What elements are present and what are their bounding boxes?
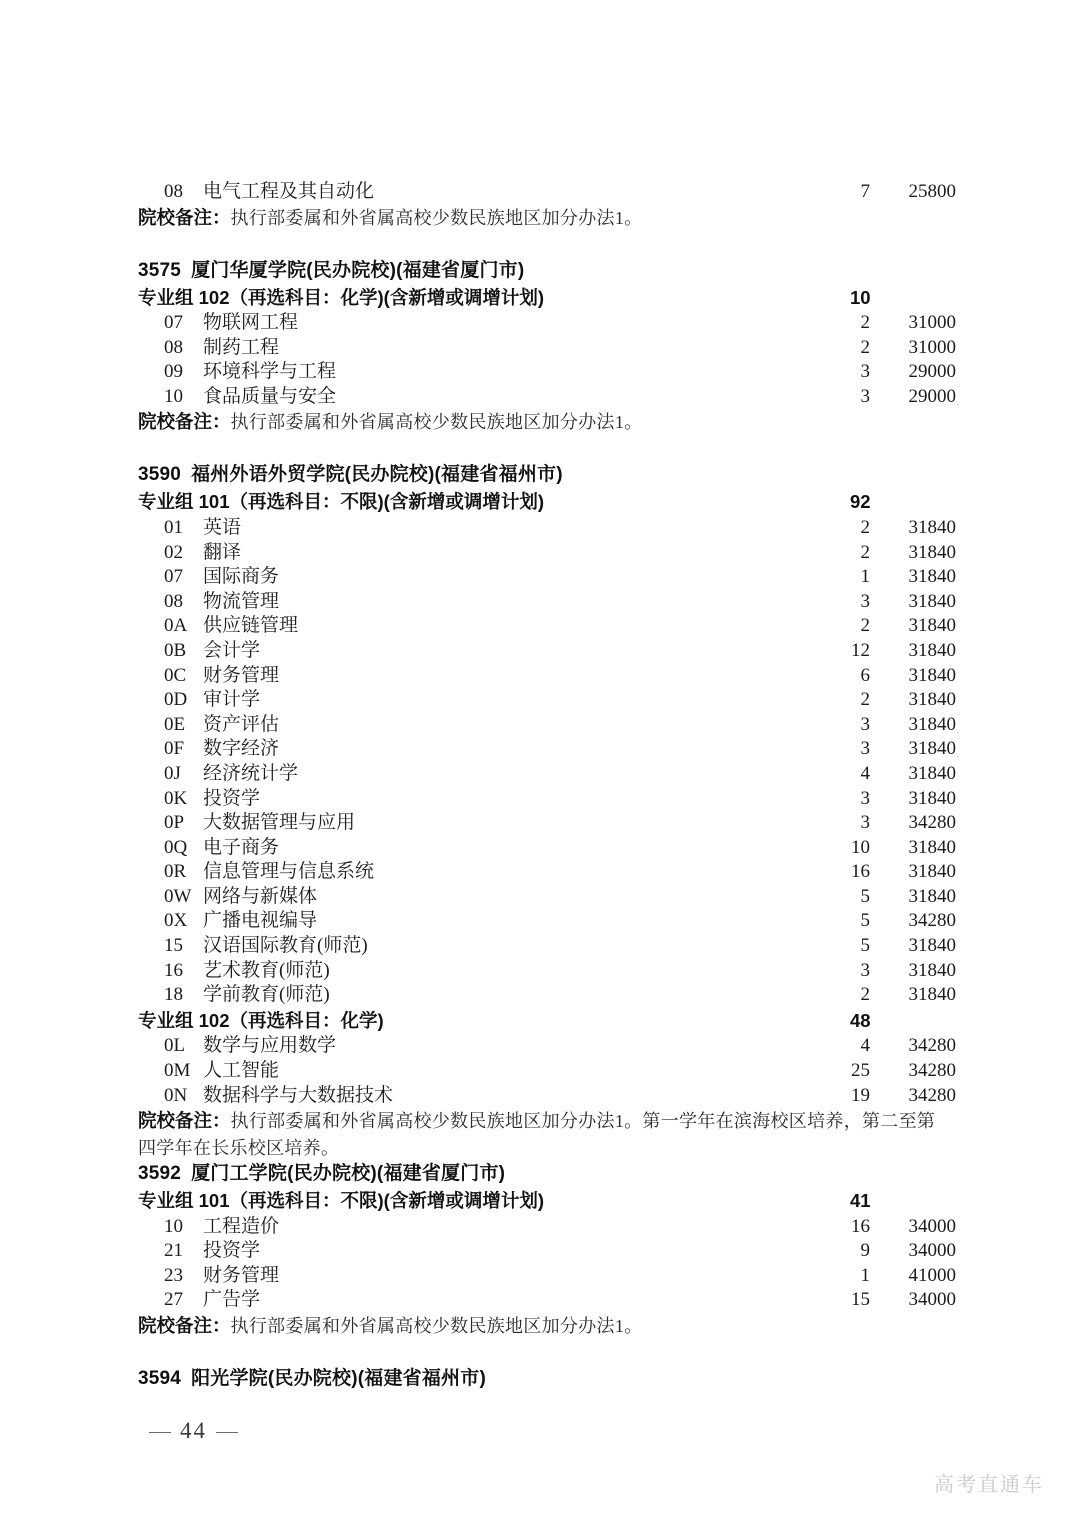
major-name: 经济统计学 <box>203 762 299 784</box>
tuition-fee: 34280 <box>908 1035 956 1057</box>
school-note <box>138 1108 938 1158</box>
watermark: 高考直通车 <box>934 1474 1044 1496</box>
tuition-fee: 31840 <box>908 664 956 686</box>
major-name: 投资学 <box>203 787 261 809</box>
major-code: 16 <box>164 959 183 981</box>
table-row <box>138 934 960 959</box>
page-number <box>140 1418 247 1444</box>
tuition-fee: 31840 <box>908 566 956 588</box>
tuition-fee: 29000 <box>908 385 956 407</box>
plan-count: 2 <box>860 312 870 334</box>
tuition-fee: 31840 <box>908 885 956 907</box>
tuition-fee: 31840 <box>908 836 956 858</box>
major-group-total: 48 <box>850 1009 871 1031</box>
tuition-fee: 41000 <box>908 1264 956 1286</box>
school-code: 3592 <box>138 1163 182 1185</box>
major-code: 0W <box>164 885 192 907</box>
plan-count: 7 <box>860 181 870 202</box>
major-code: 07 <box>164 566 183 588</box>
plan-count: 5 <box>860 910 870 932</box>
table-row <box>138 565 960 590</box>
school-name: 厦门工学院(民办院校)(福建省厦门市) <box>191 1163 506 1185</box>
tuition-fee: 31840 <box>908 959 956 981</box>
tuition-fee: 31840 <box>908 861 956 883</box>
major-name: 食品质量与安全 <box>203 385 337 407</box>
major-code: 0P <box>164 812 185 834</box>
tuition-fee: 31840 <box>908 713 956 735</box>
major-code: 0R <box>164 861 187 883</box>
major-code: 0E <box>164 713 186 735</box>
table-row <box>138 860 960 885</box>
tuition-fee: 31840 <box>908 615 956 637</box>
tuition-fee: 34000 <box>908 1289 956 1311</box>
school-header <box>138 257 960 285</box>
major-code: 09 <box>164 361 183 383</box>
major-code: 15 <box>164 935 183 957</box>
major-code: 0K <box>164 787 188 809</box>
major-group-header <box>138 285 960 312</box>
plan-count: 25 <box>851 1059 870 1081</box>
plan-count: 12 <box>851 639 870 661</box>
school-code: 3590 <box>138 464 182 486</box>
plan-count: 10 <box>851 836 870 858</box>
table-row <box>138 516 960 541</box>
tuition-fee: 31840 <box>908 541 956 563</box>
major-name: 供应链管理 <box>203 615 299 637</box>
table-row <box>138 336 960 361</box>
major-code: 0J <box>164 762 181 784</box>
plan-count: 16 <box>851 861 870 883</box>
school-note-label: 院校备注： <box>138 206 231 228</box>
table-row <box>138 983 960 1008</box>
major-name: 数字经济 <box>203 738 280 760</box>
major-name: 国际商务 <box>203 566 280 588</box>
continued-major-block <box>138 180 960 231</box>
block-spacer <box>138 435 960 461</box>
school-code: 3575 <box>138 259 182 281</box>
table-row <box>138 1034 960 1059</box>
major-name: 学前教育(师范) <box>203 984 330 1006</box>
major-name: 广告学 <box>203 1289 261 1311</box>
school-note-body: 执行部委属和外省属高校少数民族地区加分办法1。 <box>230 412 643 433</box>
major-name: 财务管理 <box>203 1264 280 1286</box>
major-group-header <box>138 1188 960 1215</box>
major-name: 会计学 <box>203 639 261 661</box>
major-code: 0F <box>164 738 185 760</box>
major-code: 08 <box>164 590 183 612</box>
table-row <box>138 737 960 762</box>
plan-count: 3 <box>860 959 870 981</box>
school-note-body: 执行部委属和外省属高校少数民族地区加分办法1。 <box>230 207 643 228</box>
major-group-title: 专业组 101（再选科目：不限)(含新增或调增计划) <box>138 491 544 513</box>
school-note-body: 执行部委属和外省属高校少数民族地区加分办法1。 <box>230 1316 643 1336</box>
plan-count: 16 <box>851 1215 870 1237</box>
major-name: 物联网工程 <box>203 312 299 334</box>
school-note-body: 执行部委属和外省属高校少数民族地区加分办法1。第一学年在滨海校区培养，第二至第四学年在长乐校区培养。 <box>138 1111 936 1158</box>
major-name: 电子商务 <box>203 836 280 858</box>
tuition-fee: 31000 <box>908 336 956 358</box>
page-number-dash-right <box>216 1432 238 1434</box>
major-code: 18 <box>164 984 183 1006</box>
major-name: 英语 <box>203 516 242 538</box>
major-name: 人工智能 <box>203 1059 280 1081</box>
plan-count: 2 <box>860 541 870 563</box>
plan-count: 3 <box>860 361 870 383</box>
table-row <box>138 1084 960 1109</box>
plan-count: 9 <box>860 1240 870 1262</box>
table-row <box>138 590 960 615</box>
major-code: 0B <box>164 639 187 661</box>
tuition-fee: 34280 <box>908 910 956 932</box>
school-note-label: 院校备注： <box>138 1315 231 1336</box>
table-row <box>138 836 960 861</box>
major-code: 0N <box>164 1084 188 1106</box>
major-name: 环境科学与工程 <box>203 361 337 383</box>
major-name: 财务管理 <box>203 664 280 686</box>
table-row <box>138 959 960 984</box>
table-row <box>138 787 960 812</box>
plan-count: 19 <box>851 1084 870 1106</box>
tuition-fee: 34000 <box>908 1240 956 1262</box>
major-code: 0D <box>164 689 188 711</box>
major-code: 08 <box>164 181 183 202</box>
plan-count: 1 <box>860 1264 870 1286</box>
major-code: 27 <box>164 1289 183 1311</box>
tuition-fee: 34000 <box>908 1215 956 1237</box>
table-row <box>138 639 960 664</box>
major-code: 23 <box>164 1264 183 1286</box>
plan-count: 3 <box>860 590 870 612</box>
major-name: 广播电视编导 <box>203 910 318 932</box>
major-group-title: 专业组 102（再选科目：化学)(含新增或调增计划) <box>138 286 544 308</box>
school-block-3575 <box>138 257 960 436</box>
major-name: 数学与应用数学 <box>203 1035 337 1057</box>
major-name: 数据科学与大数据技术 <box>203 1084 394 1106</box>
major-name: 投资学 <box>203 1240 261 1262</box>
tuition-fee: 31840 <box>908 590 956 612</box>
plan-count: 3 <box>860 385 870 407</box>
page-number-value: 44 <box>180 1418 207 1443</box>
plan-count: 2 <box>860 615 870 637</box>
table-row <box>138 180 960 205</box>
major-code: 07 <box>164 312 183 334</box>
tuition-fee: 34280 <box>908 1084 956 1106</box>
major-name: 物流管理 <box>203 590 280 612</box>
school-name: 阳光学院(民办院校)(福建省福州市) <box>191 1368 486 1389</box>
tuition-fee: 31000 <box>908 312 956 334</box>
plan-count: 3 <box>860 812 870 834</box>
major-name: 制药工程 <box>203 336 280 358</box>
major-code: 10 <box>164 385 183 407</box>
major-name: 大数据管理与应用 <box>203 812 356 834</box>
tuition-fee: 31840 <box>908 787 956 809</box>
major-name: 审计学 <box>203 689 261 711</box>
table-row <box>138 664 960 689</box>
plan-count: 4 <box>860 1035 870 1057</box>
tuition-fee: 31840 <box>908 689 956 711</box>
table-row <box>138 1215 960 1240</box>
major-code: 21 <box>164 1240 183 1262</box>
major-code: 0C <box>164 664 187 686</box>
table-row <box>138 541 960 566</box>
table-row <box>138 1264 960 1289</box>
major-code: 0L <box>164 1035 186 1057</box>
major-code: 10 <box>164 1215 183 1237</box>
tuition-fee: 31840 <box>908 762 956 784</box>
table-row <box>138 885 960 910</box>
major-code: 0M <box>164 1059 191 1081</box>
school-note-label: 院校备注： <box>138 411 231 433</box>
table-row <box>138 1239 960 1264</box>
plan-count: 3 <box>860 738 870 760</box>
plan-count: 5 <box>860 885 870 907</box>
tuition-fee: 25800 <box>908 181 956 202</box>
table-row <box>138 762 960 787</box>
major-group-header <box>138 1008 960 1035</box>
tuition-fee: 31840 <box>908 639 956 661</box>
major-group-title: 专业组 102（再选科目：化学) <box>138 1009 384 1031</box>
plan-count: 2 <box>860 516 870 538</box>
tuition-fee: 31840 <box>908 516 956 538</box>
major-code: 0X <box>164 910 188 932</box>
school-note <box>138 1313 960 1339</box>
plan-count: 1 <box>860 566 870 588</box>
tuition-fee: 31840 <box>908 935 956 957</box>
major-name: 电气工程及其自动化 <box>203 181 375 202</box>
major-code: 01 <box>164 516 183 538</box>
plan-count: 2 <box>860 689 870 711</box>
plan-count: 2 <box>860 984 870 1006</box>
school-block-3592 <box>138 1160 960 1339</box>
school-header <box>138 461 960 489</box>
table-row <box>138 713 960 738</box>
school-block-3594 <box>138 1365 960 1393</box>
tuition-fee: 34280 <box>908 812 956 834</box>
table-row <box>138 360 960 385</box>
major-code: 0A <box>164 615 188 637</box>
major-group-total: 10 <box>850 286 871 308</box>
table-row <box>138 688 960 713</box>
tuition-fee: 31840 <box>908 738 956 760</box>
table-row <box>138 811 960 836</box>
school-name: 福州外语外贸学院(民办院校)(福建省福州市) <box>191 464 563 486</box>
plan-count: 6 <box>860 664 870 686</box>
school-header <box>138 1160 960 1188</box>
school-block-3590 <box>138 461 960 1158</box>
tuition-fee: 34280 <box>908 1059 956 1081</box>
major-name: 翻译 <box>203 541 242 563</box>
block-spacer <box>138 1339 960 1365</box>
table-row <box>138 385 960 410</box>
table-row <box>138 614 960 639</box>
school-code: 3594 <box>138 1368 182 1389</box>
tuition-fee: 31840 <box>908 984 956 1006</box>
school-note-label: 院校备注： <box>138 1110 231 1132</box>
major-name: 工程造价 <box>203 1215 280 1237</box>
major-code: 08 <box>164 336 183 358</box>
plan-count: 3 <box>860 713 870 735</box>
block-spacer <box>138 231 960 257</box>
major-code: 02 <box>164 541 183 563</box>
school-header <box>138 1365 960 1393</box>
page-number-dash-left <box>149 1432 171 1434</box>
major-name: 汉语国际教育(师范) <box>203 935 368 957</box>
plan-count: 5 <box>860 935 870 957</box>
plan-count: 2 <box>860 336 870 358</box>
major-name: 网络与新媒体 <box>203 885 318 907</box>
school-note <box>138 409 960 435</box>
major-group-total: 92 <box>850 491 871 513</box>
school-name: 厦门华厦学院(民办院校)(福建省厦门市) <box>191 259 525 281</box>
table-row <box>138 1288 960 1313</box>
plan-count: 4 <box>860 762 870 784</box>
table-row <box>138 909 960 934</box>
plan-count: 3 <box>860 787 870 809</box>
major-group-header <box>138 489 960 516</box>
plan-count: 15 <box>851 1289 870 1311</box>
school-note <box>138 205 960 231</box>
major-group-title: 专业组 101（再选科目：不限)(含新增或调增计划) <box>138 1190 544 1212</box>
catalog-content <box>138 180 960 1393</box>
major-name: 信息管理与信息系统 <box>203 861 375 883</box>
major-group-total: 41 <box>850 1190 871 1212</box>
table-row <box>138 1059 960 1084</box>
major-name: 艺术教育(师范) <box>203 959 330 981</box>
major-code: 0Q <box>164 836 188 858</box>
tuition-fee: 29000 <box>908 361 956 383</box>
major-name: 资产评估 <box>203 713 280 735</box>
table-row <box>138 311 960 336</box>
